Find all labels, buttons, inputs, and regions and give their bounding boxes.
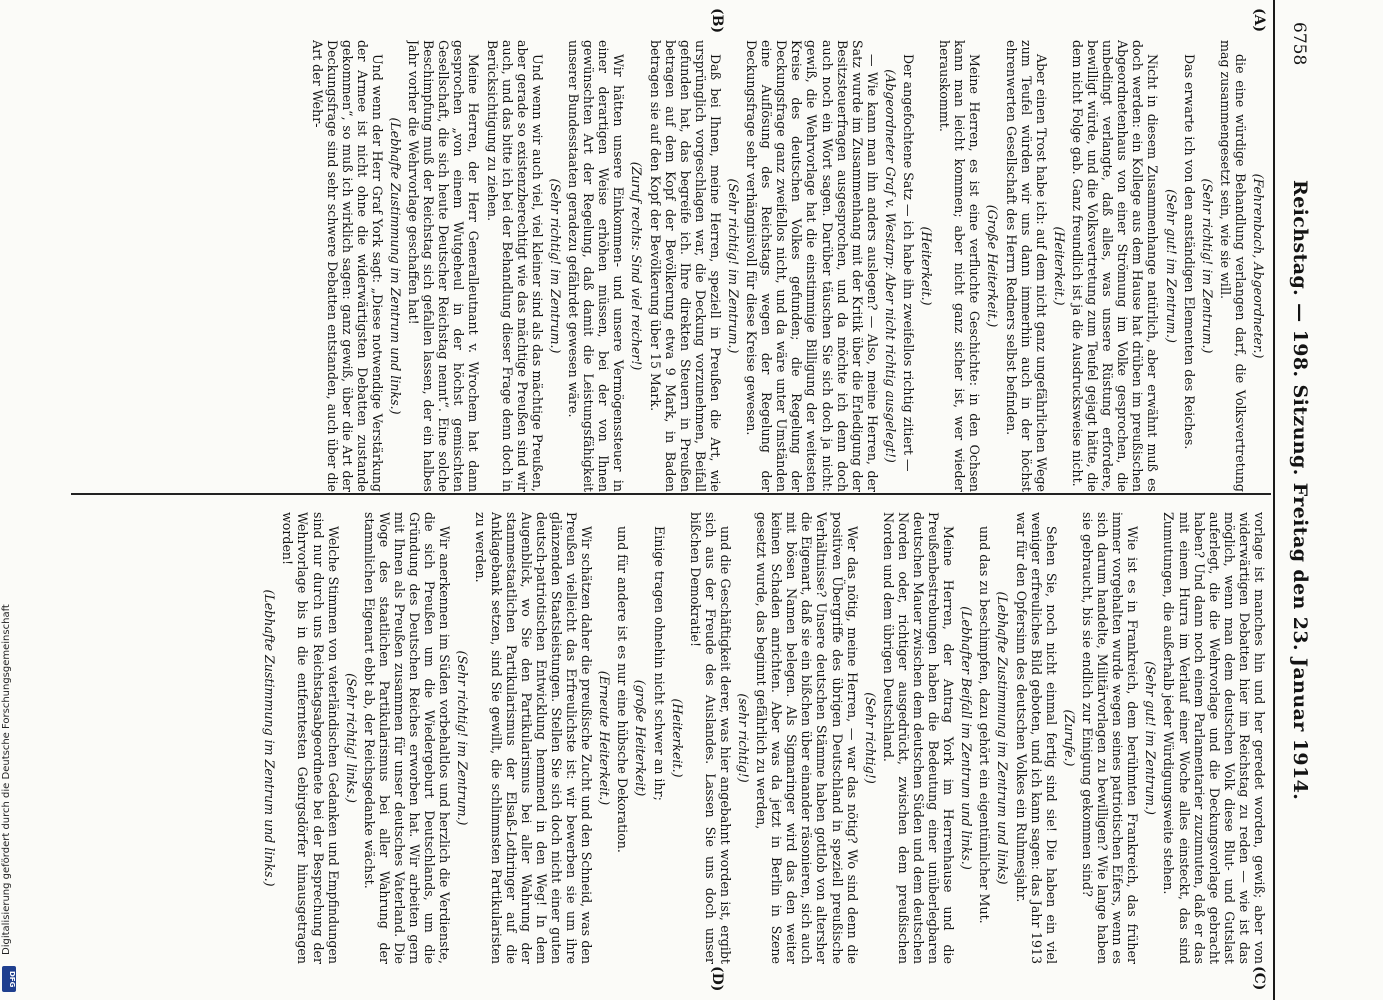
paragraph: Wie ist es in Frankreich, dem berühmten Frankreich, das früher immer vorgehalten wurde wegen seines patriotischen Eifers, wenn es sich darum handelte, Militärvorlagen zu bewilligen? Wie lange haben sie gebraucht, bis sie endlich zur Einigung gekommen sind? — [1079, 512, 1141, 964]
paragraph: Daß bei Ihnen, meine Herren, speziell in Preußen die Art, wie ursprünglich vorgeschlagen war, die Deckung vorzunehmen, Beifall gefunden hat, das begreife ich. Ihre direkten Steuern in Preußen betragen auf dem Kopf der Bevölkerung etwa 9 Mark, in Baden betragen sie auf den Kopf der Bevölkerung über 15 Mark. — [647, 40, 723, 492]
page-header — [1273, 0, 1315, 1000]
right-text-column — [67, 512, 1267, 964]
column-divider — [71, 493, 1271, 495]
paragraph: Meine Herren, der Herr Generalleutnant v. Wrochem hat dann gesprochen „von einem Wutgeheul in der höchst gemischten Gesellschaft, die sich heute Deutscher Reichstag nennt“. Eine solche Beschimpfung muß der Reichstag sich gefallen lassen, der ein halbes Jahr vorher die Wehrvorlage geschaffen hat! — [406, 40, 482, 492]
interjection: (Lebhafte Zustimmung im Zentrum und links) — [995, 591, 1011, 885]
paragraph: — Wie kann man ihn anders auslegen? — Also, meine Herren, der Satz wurde im Zusammenhang mit der Kritik über die Erledigung der Besitzsteuerfragen ausgesprochen, und da möchte ich denn doch auch noch ein Wort sagen. Darüber täuschen Sie sich doch ja nicht: gewiß, die Wehrvorlage hat die einstimmige Billigung der weitesten Kreise des deutschen Volkes gefunden; die Regelung der Deckungsfrage ganz zweifellos nicht, und da wäre unter Umständen eine Auflösung des Reichstags wegen der Regelung der Deckungsfrage sehr verhängnisvoll für diese Kreise gewesen. — [744, 40, 880, 492]
left-text-column — [67, 40, 1267, 492]
interjection: (große Heiterkeit) — [633, 679, 649, 797]
interjection: (Lebhafte Zustimmung im Zentrum und links.) — [262, 589, 278, 887]
interjection: (Sehr richtig! links.) — [343, 673, 359, 803]
paragraph: Meine Herren, es ist eine verfluchte Geschichte: in den Ochsen kann man leicht kommen; aber nicht ganz sicher ist, wer wieder herauskommt. — [937, 40, 983, 492]
paragraph: Einige tragen ohnehin nicht schwer an ihr; — [651, 526, 667, 801]
dfg-logo-icon: DFG — [2, 966, 16, 992]
running-title: Reichstag. — 198. Sitzung. Freitag den 23. Januar 1914. — [1289, 180, 1311, 801]
interjection: (Fehrenbach, Abgeordneter.) — [1251, 173, 1266, 359]
paragraph: und das zu beschimpfen, dazu gehört ein eigentümlicher Mut. — [977, 526, 993, 924]
paragraph: Aber einen Trost habe ich: auf dem nicht ganz ungefährlichen Wege zum Teufel würden wir uns dann immerhin auch in der höchst ehrenwerten Gesellschaft des Herrn Redners selbst befinden. — [1003, 40, 1049, 492]
interjection: (Lebhafte Zustimmung im Zentrum und links.) — [388, 117, 404, 415]
interjection: (Sehr richtig! im Zentrum.) — [547, 178, 563, 354]
margin-mark-b: (B) — [709, 8, 725, 34]
paragraph: Das erwarte ich von den anständigen Elementen des Reiches. — [1181, 54, 1197, 450]
interjection: (sehr richtig!) — [736, 693, 751, 783]
rotated-page — [55, 0, 1315, 1000]
paragraph: Der angefochtene Satz — ich habe ihn zweifellos richtig zitiert — — [901, 54, 917, 472]
paragraph: Wir hätten unsere Einkommen- und unsere Vermögenssteuer in einer derartigen Weise erhöhen müssen, bei der von Ihnen gewünschten Art der Regelung, daß damit die Leistungsfähigkeit unserer Bundesstaaten geradezu gefährdet gewesen wäre. — [566, 40, 627, 492]
interjection: (Sehr richtig! im Zentrum.) — [1199, 178, 1215, 354]
interjection: (Sehr richtig! im Zentrum.) — [455, 650, 471, 826]
margin-mark-c: (C) — [1251, 966, 1267, 991]
paragraph: Wer das nötig, meine Herren, — war das nötig? Wo sind denn die positiven Übergriffe des übrigen Deutschland in speziell preußische Verhältnisse? Unsere deutschen Stämme haben gottlob von altersher die Eigenart, daß sie ein bißchen über einander räsonieren, sich auch mit bösen Namen belegen. Als Sigmaringer wird das den weiter keinen Schaden anrichten. Aber was da jetzt in Berlin in Szene gesetzt wurde, das beginnt gefährlich zu werden, — [754, 512, 860, 964]
paragraph: Sehen Sie, noch nicht einmal fertig sind sie! Die haben ein viel weniger erfreuliches Bild geboten, und ich kann sagen: das Jahr 1913 war für den Opfersinn des deutschen Volkes ein Ruhmesjahr. — [1013, 512, 1059, 964]
paragraph: und für andere ist es nur eine hübsche Dekoration. — [615, 526, 631, 853]
interjection: (Erneute Heiterkeit.) — [597, 670, 613, 806]
paragraph: Wir schätzen daher die preußische Zucht und den Schneid, was den Preußen vielleicht das Erfreulichste ist: wir bewerben sie um ihre glänzenden Staatsleistungen. Stellen Sie sich doch nicht einer guten deutsch-patriotischen Entwicklung hemmend in den Weg! In dem Augenblick, wo Sie den Partikularismus bei aller Wahrung der stammestaatlichen Partikularismus der Elsaß-Lothringer auf die Anklagebank setzen, sind Sie gewillt, die schlimmsten Partikularisten zu werden. — [473, 512, 595, 964]
interjection: (Lebhafter Beifall im Zentrum und links.) — [959, 606, 975, 870]
interjection: (Heiterkeit.) — [669, 698, 685, 778]
interjection: (Sehr gut! im Zentrum.) — [1143, 661, 1159, 815]
paragraph: Wir anerkennen im Süden vorbehaltlos und herzlich die Verdienste, die sich Preußen um die Wiedergeburt Deutschlands, um die Gründung des Deutschen Reiches erworben hat. Wir arbeiten gern mit Ihnen als Preußen zusammen für unser deutsches Vaterland. Die Woge des staatlichen Partikularismus bei aller Wahrung der stammlichen Eigenart ebbt ab, der Reichsgedanke wächst. — [361, 512, 453, 964]
interjection: (Sehr gut! im Zentrum.) — [1163, 189, 1179, 343]
interjection: (Sehr richtig!) — [862, 692, 878, 784]
page-number: 6758 — [1289, 22, 1309, 66]
interjection: (Zuruf rechts: Sind viel reicher!) — [629, 161, 645, 371]
interjection: (Heiterkeit.) — [919, 226, 935, 306]
paragraph: Welche Stimmen von vaterländischen Gedanken und Empfindungen sind nur durch uns Reichstagsabgeordnete bei der Besprechung der Wehrvorlage bis in die entferntesten Gebirgsdörfer hinausgetragen worden! — [280, 512, 341, 964]
paragraph: und die Geschäftigkeit derer, was hier angebahnt worden ist, ergibt sich aus der Freude des Auslandes. Lassen Sie uns doch unser bißchen Demokratie! — [687, 512, 733, 964]
digitization-credit: Digitalisierung gefördert durch die Deutsche Forschungsgemeinschaft — [1, 604, 12, 955]
interjection: (Abgeordneter Graf v. Westarp: Aber nicht richtig ausgelegt!) — [882, 69, 898, 463]
paragraph: Und wenn der Herr Graf York sagt: „Diese notwendige Verstärkung der Armee ist nicht ohne die widerwärtigsten Debatten zustande gekommen“, so muß ich wirklich sagen: ganz gewiß, über die Art der Deckungsfrage sind sehr schwere Debatten entstanden, auch über die Art der Wehr- — [309, 40, 385, 492]
interjection: (Große Heiterkeit.) — [985, 204, 1001, 328]
paragraph: Meine Herren, der Antrag York im Herrenhause und die Preußenbestrebungen haben die Bedeutung einer unüberlegbaren deutschen Mauer zwischen dem deutschen Süden und dem deutschen Norden oder, richtiger ausgedrückt, zwischen dem preußischen Norden und dem übrigen Deutschland. — [880, 512, 957, 964]
interjection: (Sehr richtig! im Zentrum.) — [726, 178, 741, 354]
paragraph: Und wenn wir auch viel, viel kleiner sind als das mächtige Preußen, aber gerade so existenzberechtigt wie das mächtige Preußen sind wir auch, und das bitte ich bei der Behandlung dieser Frage denn doch in Berücksichtigung zu ziehen. — [484, 40, 545, 492]
margin-mark-d: (D) — [709, 966, 725, 992]
interjection: (Heiterkeit.) — [1051, 226, 1067, 306]
margin-mark-a: (A) — [1251, 8, 1267, 33]
interjection: (Zurufe.) — [1061, 709, 1077, 767]
paragraph: die eine würdige Behandlung verlangen darf, die Volksvertretung mag zusammengesetzt sein, wie sie will. — [1217, 40, 1248, 492]
paragraph: vorlage ist manches hin und her geredet worden, gewiß; aber von widerwärtigen Debatten hier im Reichstag zu reden — wie ist das möglich, wenn man dem deutschen Volk diese Blut- und Gutslast auferlegt, die die Wehrvorlage und die Deckungsvorlage gebracht haben? Und dann noch einem Parlamentarier zuzumuten, daß er das mit einem Hurra im Verlauf einer Woche alles einsteckt, das sind Zumutungen, die außerhalb jeder Würdigungsweite stehen. — [1161, 512, 1267, 964]
footer-credit-strip — [0, 0, 18, 1000]
paragraph: Nicht in diesem Zusammenhange natürlich, aber erwähnt muß es doch werden: ein Kollege aus dem Hause hat drüben im preußischen Abgeordnetenhaus von einer Strömung im Volke gesprochen, die unbedingt verlangte, daß alles, was unsere Rüstung erfordere, bewilligt würde, und die Volksvertretung zum Teufel gejagt hätte, die dem nicht Folge gab. Ganz freundlich ist ja die Ausdrucksweise nicht. — [1069, 40, 1161, 492]
